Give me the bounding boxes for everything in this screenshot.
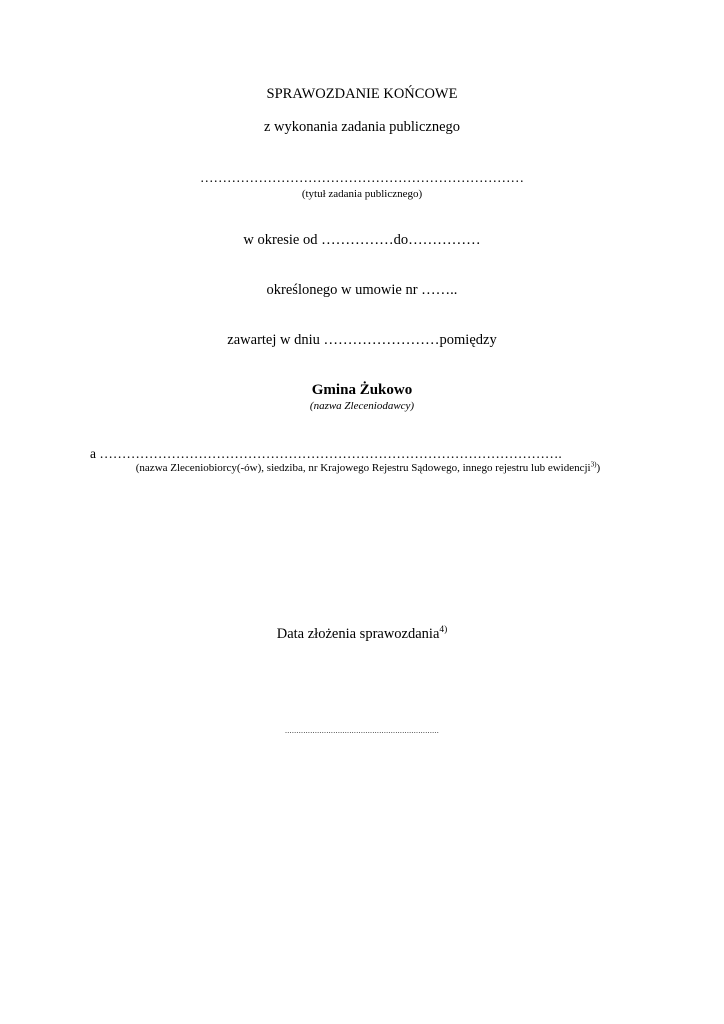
- grantor-caption: (nazwa Zleceniodawcy): [309, 400, 415, 412]
- submission-date-text: Data złożenia sprawozdania: [276, 626, 440, 642]
- report-title: SPRAWOZDANIE KOŃCOWE: [266, 86, 458, 102]
- grantee-caption-text: (nazwa Zleceniobiorcy(-ów), siedziba, nr Krajowego Rejestru Sądowego, innego rejestru lub ewidencji: [135, 462, 591, 474]
- contract-number-field: określonego w umowie nr ……..: [266, 282, 458, 298]
- submission-date-blank: ...................................................................: [284, 726, 440, 735]
- grantee-caption-end: ): [596, 462, 601, 474]
- submission-date-label: [0, 626, 724, 643]
- grantee-footnote-ref: 3): [590, 460, 597, 469]
- contract-date-field: zawartej w dniu ……………………pomiędzy: [227, 332, 497, 348]
- grantee-blank: a ………………………………………………………………………………………….: [90, 446, 562, 461]
- grantee-caption: [6, 462, 724, 474]
- period-field: w okresie od ……………do……………: [243, 232, 481, 248]
- task-title-blank: ………………………………………………………………: [200, 170, 524, 185]
- task-title-caption: (tytuł zadania publicznego): [301, 188, 423, 200]
- grantor-name: Gmina Żukowo: [311, 382, 413, 398]
- submission-date-footnote-ref: 4): [439, 625, 448, 636]
- report-subtitle: z wykonania zadania publicznego: [263, 119, 461, 135]
